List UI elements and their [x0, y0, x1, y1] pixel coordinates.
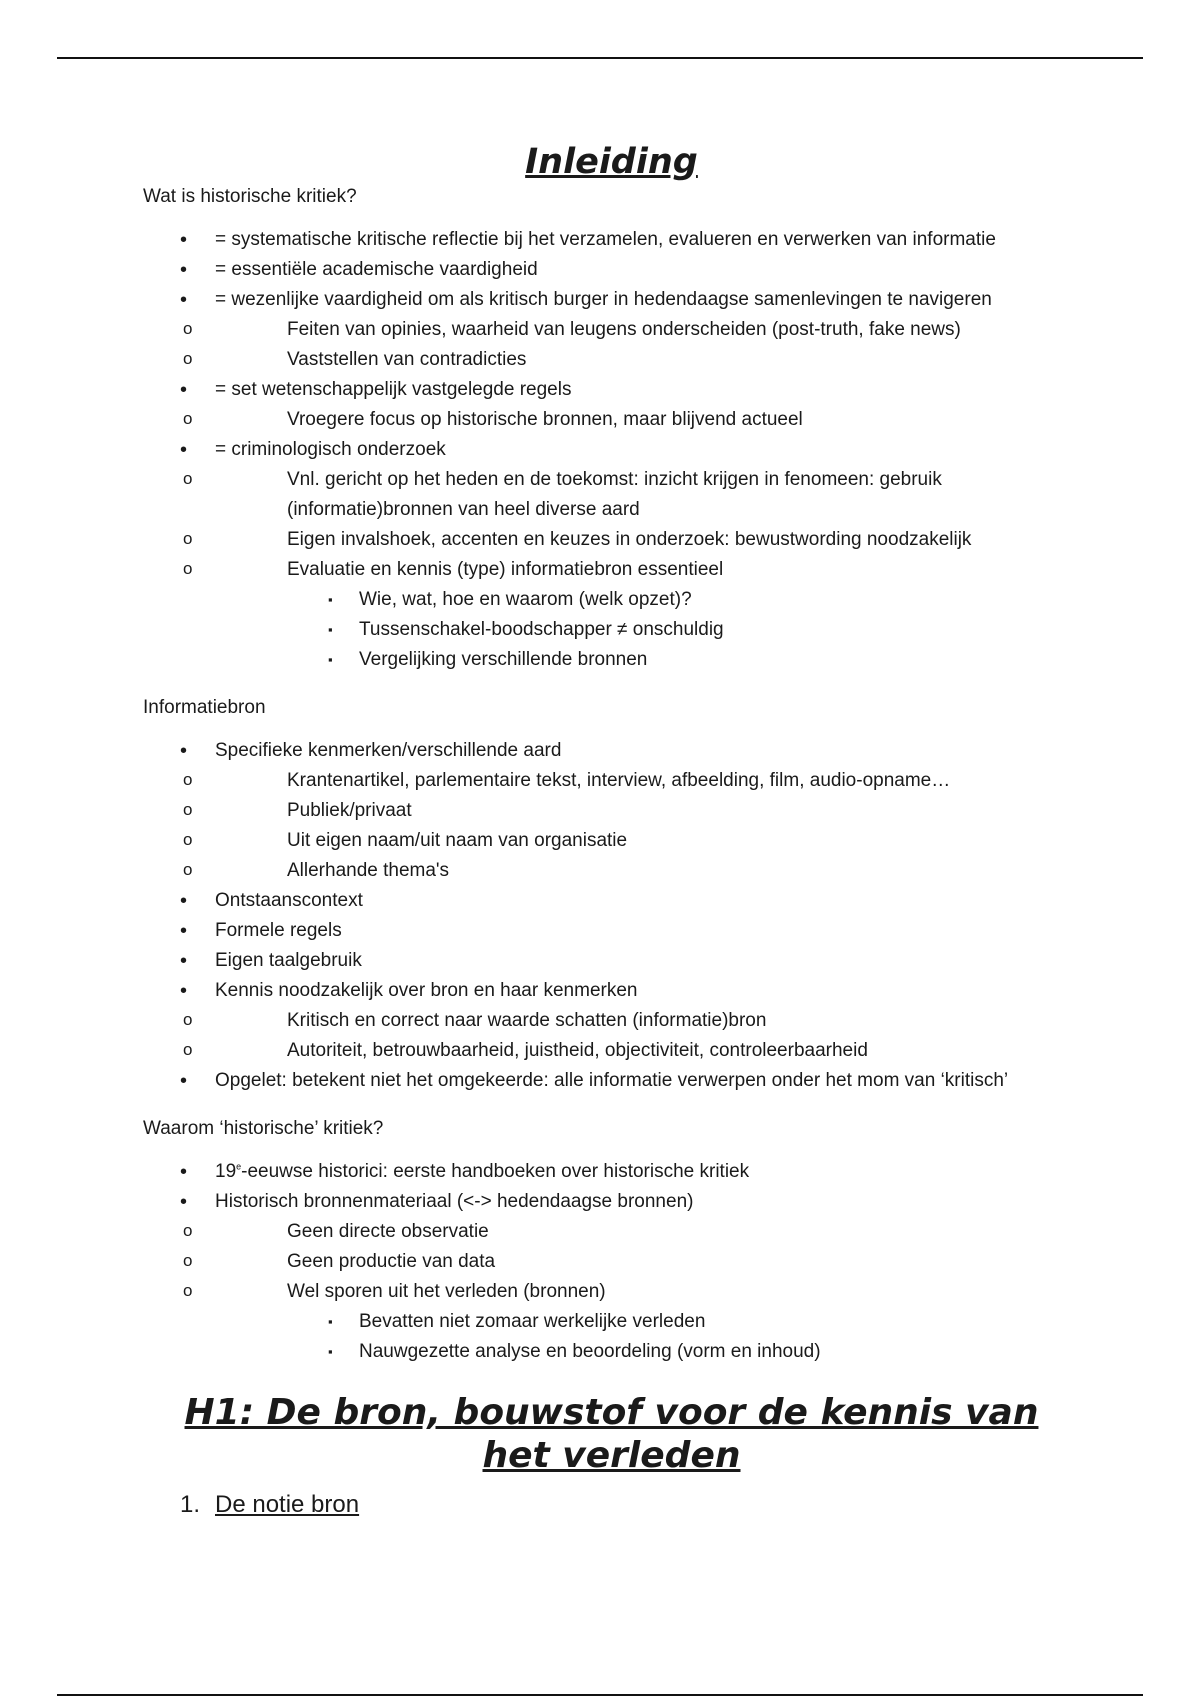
chapter-heading: H1: De bron, bouwstof voor de kennis van het verleden — [184, 1392, 1039, 1476]
document-page — [143, 140, 1063, 1521]
list-item: o Feiten van opinies, waarheid van leugens onderscheiden (post-truth, fake news) — [143, 315, 1063, 345]
numbered-section-list — [143, 1489, 1063, 1521]
sub-list — [143, 405, 1063, 435]
list-item: ▪ Vergelijking verschillende bronnen — [143, 645, 1063, 675]
section-question-2: Informatiebron — [143, 697, 266, 718]
section-question-3: Waarom ‘historische’ kritiek? — [143, 1118, 384, 1139]
list-item: o Evaluatie en kennis (type) informatiebron essentieel ▪ Wie, wat, hoe en waarom (welk opzet)? ▪ Tussenschakel-boodschapper ≠ onschuldig ▪ Vergelijking verschillende bronnen — [143, 555, 1063, 675]
list-item: o Krantenartikel, parlementaire tekst, interview, afbeelding, film, audio-opname… — [143, 766, 1063, 796]
header-rule — [57, 57, 1143, 59]
sub-list — [143, 315, 1063, 375]
list-item: • Specifieke kenmerken/verschillende aard o Krantenartikel, parlementaire tekst, interview, afbeelding, film, audio-opname… o Publiek/privaat o Uit eigen naam/uit naam van organisatie o Allerhande thema's — [143, 736, 1063, 886]
list-item: ▪ Bevatten niet zomaar werkelijke verleden — [143, 1307, 1063, 1337]
list-item: o Publiek/privaat — [143, 796, 1063, 826]
list-item: • = essentiële academische vaardigheid — [143, 255, 1063, 285]
bullet-list-3 — [143, 1157, 1063, 1367]
page-title: Inleiding — [525, 142, 698, 182]
list-item: • = criminologisch onderzoek o Vnl. gericht op het heden en de toekomst: inzicht krijgen in fenomeen: gebruik (informatie)bronnen van heel diverse aard o Eigen invalshoek, accenten en keuzes in onderzoek: bewustwording noodzakelijk o Evaluatie en kennis (type) informatiebron essentieel ▪ Wie, wat, hoe en waarom (welk opzet)? ▪ Tussenschakel-boodschapper ≠ onschuldig ▪ Vergelijking verschillende bronnen — [143, 435, 1063, 675]
bullet-list-1 — [143, 225, 1063, 675]
list-item: • Formele regels — [143, 916, 1063, 946]
list-item: ▪ Nauwgezette analyse en beoordeling (vorm en inhoud) — [143, 1337, 1063, 1367]
list-item: ▪ Tussenschakel-boodschapper ≠ onschuldig — [143, 615, 1063, 645]
list-item: o Kritisch en correct naar waarde schatten (informatie)bron — [143, 1006, 1063, 1036]
list-item: • Historisch bronnenmateriaal (<-> hedendaagse bronnen) o Geen directe observatie o Geen productie van data o Wel sporen uit het verleden (bronnen) ▪ Bevatten niet zomaar werkelijke verleden ▪ Nauwgezette analyse en beoordeling (vorm en inhoud) — [143, 1187, 1063, 1367]
footer-rule — [57, 1694, 1143, 1696]
item-number: 1. — [180, 1491, 201, 1518]
list-item: o Vroegere focus op historische bronnen, maar blijvend actueel — [143, 405, 1063, 435]
list-item: • = set wetenschappelijk vastgelegde regels o Vroegere focus op historische bronnen, maar blijvend actueel — [143, 375, 1063, 435]
section-heading: De notie bron — [215, 1491, 360, 1518]
sub-list — [143, 766, 1063, 886]
list-item: o Geen directe observatie — [143, 1217, 1063, 1247]
sub-sub-list — [215, 1307, 1063, 1367]
list-item: • Ontstaanscontext — [143, 886, 1063, 916]
list-item: o Vaststellen van contradicties — [143, 345, 1063, 375]
list-item: • = wezenlijke vaardigheid om als kritisch burger in hedendaagse samenlevingen te navigeren o Feiten van opinies, waarheid van leugens onderscheiden (post-truth, fake news) o Vaststellen van contradicties — [143, 285, 1063, 375]
numbered-item — [143, 1489, 1063, 1521]
list-item: o Uit eigen naam/uit naam van organisatie — [143, 826, 1063, 856]
list-item: • Opgelet: betekent niet het omgekeerde: alle informatie verwerpen onder het mom van ‘kritisch’ — [143, 1066, 1063, 1096]
list-item: o Eigen invalshoek, accenten en keuzes in onderzoek: bewustwording noodzakelijk — [143, 525, 1063, 555]
sub-list — [143, 1006, 1063, 1066]
list-item: o Vnl. gericht op het heden en de toekomst: inzicht krijgen in fenomeen: gebruik (informatie)bronnen van heel diverse aard — [143, 465, 1063, 525]
sub-list — [143, 1217, 1063, 1367]
list-item: o Allerhande thema's — [143, 856, 1063, 886]
list-item: o Autoriteit, betrouwbaarheid, juistheid, objectiviteit, controleerbaarheid — [143, 1036, 1063, 1066]
section-question-1: Wat is historische kritiek? — [143, 186, 357, 207]
sub-list — [143, 465, 1063, 675]
list-item: • Eigen taalgebruik — [143, 946, 1063, 976]
list-item: o Wel sporen uit het verleden (bronnen) ▪ Bevatten niet zomaar werkelijke verleden ▪ Nauwgezette analyse en beoordeling (vorm en inhoud) — [143, 1277, 1063, 1367]
sub-sub-list — [215, 585, 1063, 675]
list-item: • Kennis noodzakelijk over bron en haar kenmerken o Kritisch en correct naar waarde schatten (informatie)bron o Autoriteit, betrouwbaarheid, juistheid, objectiviteit, controleerbaarheid — [143, 976, 1063, 1066]
list-item: ▪ Wie, wat, hoe en waarom (welk opzet)? — [143, 585, 1063, 615]
bullet-list-2 — [143, 736, 1063, 1096]
list-item: • 19e-eeuwse historici: eerste handboeken over historische kritiek — [143, 1157, 1063, 1187]
list-item: o Geen productie van data — [143, 1247, 1063, 1277]
list-item: • = systematische kritische reflectie bij het verzamelen, evalueren en verwerken van informatie — [143, 225, 1063, 255]
